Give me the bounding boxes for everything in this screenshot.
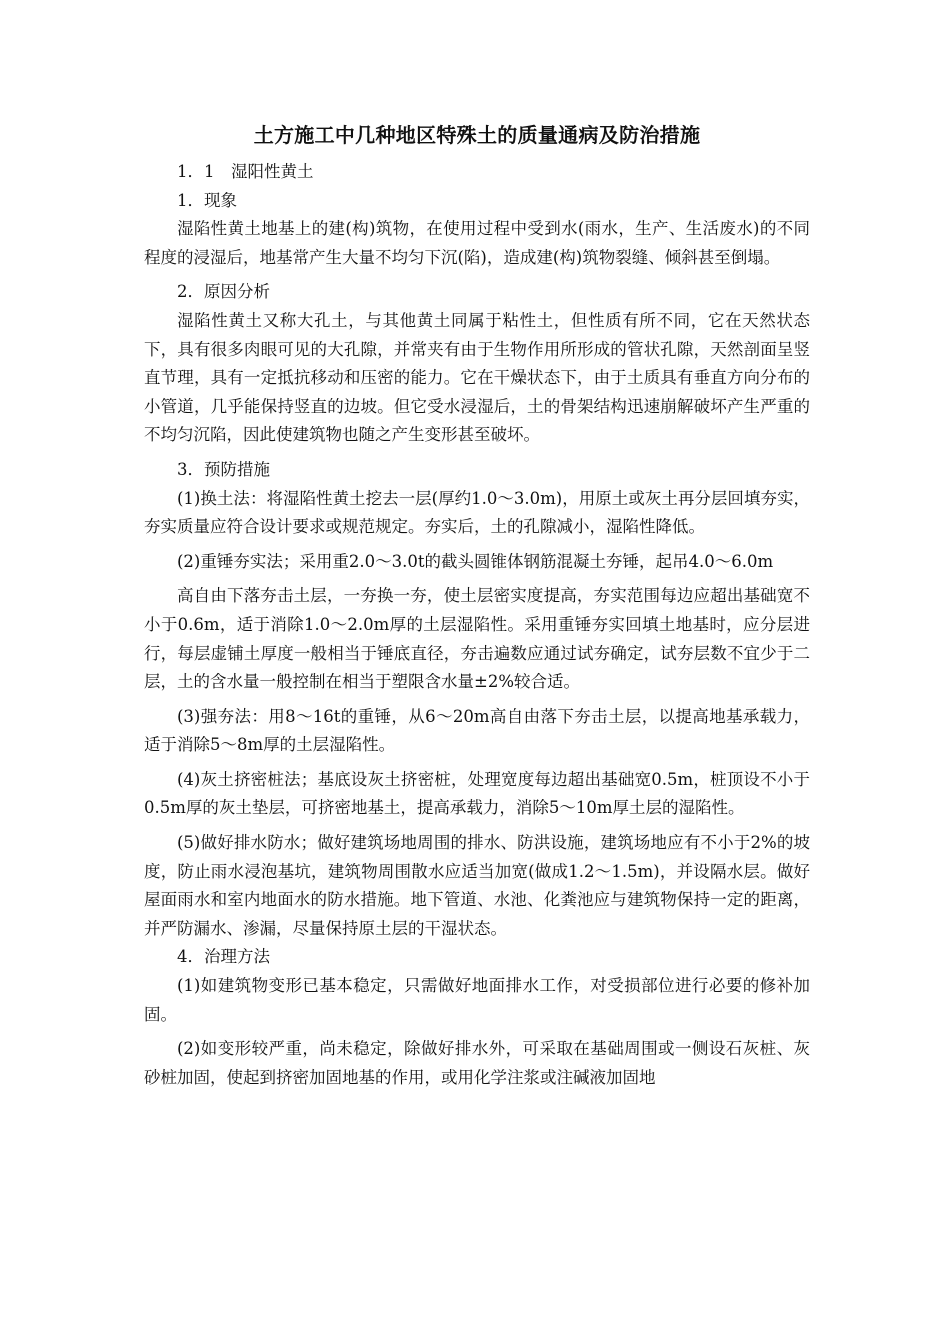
heading-phenomenon: 1．现象: [177, 190, 237, 210]
document-title: 土方施工中几种地区特殊土的质量通病及防治措施: [253, 123, 701, 147]
heading-treatment: 4．治理方法: [177, 947, 270, 967]
paragraph-measure-2a: (2)重锤夯实法；采用重2.0～3.0t的截头圆锥体钢筋混凝土夯锤，起吊4.0～6.0m: [177, 551, 774, 571]
paragraph-measure-4: (4)灰土挤密桩法；基底设灰土挤密桩，处理宽度每边超出基础宽0.5m，桩顶设不小于0.5m厚的灰土垫层，可挤密地基土，提高承载力，消除5～10m厚土层的湿陷性。: [144, 769, 810, 818]
paragraph-measure-1: (1)换土法：将湿陷性黄土挖去一层(厚约1.0～3.0m)，用原土或灰土再分层回填夯实，夯实质量应符合设计要求或规范规定。夯实后，土的孔隙减小，湿陷性降低。: [144, 488, 810, 537]
heading-prevention: 3．预防措施: [177, 459, 270, 479]
paragraph-measure-5: (5)做好排水防水；做好建筑场地周围的排水、防洪设施，建筑场地应有不小于2%的坡度，防止雨水浸泡基坑，建筑物周围散水应适当加宽(做成1.2～1.5m)，并设隔水层。做好屋面雨水和室内地面水的防水措施。地下管道、水池、化粪池应与建筑物保持一定的距离，并严防漏水、渗漏，尽量保持原土层的干湿状态。: [144, 833, 810, 938]
section-heading: 1．1 湿阳性黄土: [177, 162, 314, 181]
paragraph-treatment-1: (1)如建筑物变形已基本稳定，只需做好地面排水工作，对受损部位进行必要的修补加固。: [144, 976, 810, 1024]
paragraph-treatment-2: (2)如变形较严重，尚未稳定，除做好排水外，可采取在基础周围或一侧设石灰桩、灰砂桩加固，使起到挤密加固地基的作用，或用化学注浆或注碱液加固地: [144, 1039, 810, 1087]
heading-cause-analysis: 2．原因分析: [177, 282, 270, 302]
paragraph-measure-3: (3)强夯法：用8～16t的重锤，从6～20m高自由落下夯击土层，以提高地基承载力，适于消除5～8m厚的土层湿陷性。: [144, 706, 810, 755]
paragraph-measure-2b: 高自由下落夯击土层，一夯换一夯，使土层密实度提高，夯实范围每边应超出基础宽不小于0.6m，适于消除1.0～2.0m厚的土层湿陷性。采用重锤夯实回填土地基时，应分层进行，每层虚铺土厚度一般相当于锤底直径，夯击遍数应通过试夯确定，试夯层数不宜少于二层，土的含水量一般控制在相当于塑限含水量±2%较合适。: [144, 586, 810, 692]
paragraph-cause-analysis: 湿陷性黄土又称大孔土，与其他黄土同属于粘性土，但性质有所不同，它在天然状态下，具有很多肉眼可见的大孔隙，并常夹有由于生物作用所形成的管状孔隙，天然剖面呈竖直节理，具有一定抵抗移动和压密的能力。它在干燥状态下，由于土质具有垂直方向分布的小管道，几乎能保持竖直的边坡。但它受水浸湿后，土的骨架结构迅速崩解破坏产生严重的不均匀沉陷，因此使建筑物也随之产生变形甚至破坏。: [144, 310, 810, 445]
paragraph-phenomenon: 湿陷性黄土地基上的建(构)筑物，在使用过程中受到水(雨水，生产、生活废水)的不同程度的浸湿后，地基常产生大量不均匀下沉(陷)，造成建(构)筑物裂缝、倾斜甚至倒塌。: [144, 219, 810, 267]
